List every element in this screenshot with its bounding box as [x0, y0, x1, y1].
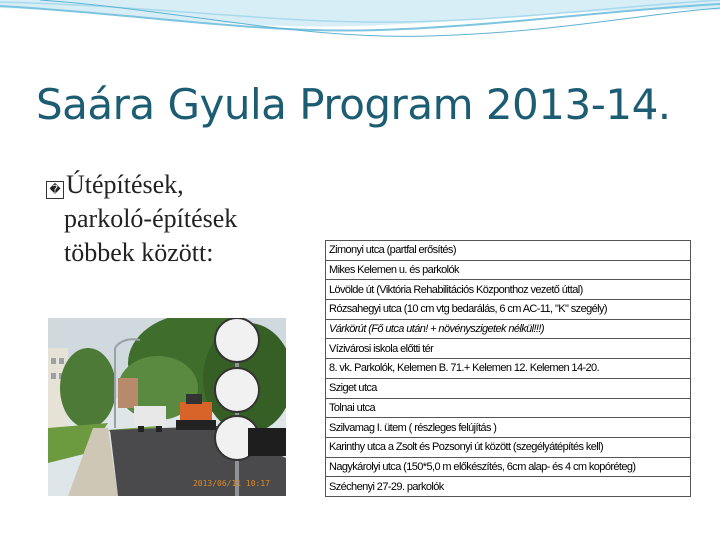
bullet-text: [46, 168, 237, 270]
table-row: [326, 339, 691, 359]
table-row: [326, 437, 691, 457]
table-row: [326, 457, 691, 477]
table-row: [326, 378, 691, 398]
street-cell: Várkörút (Fő utca után! + növényszigetek nélkül!!!): [326, 319, 691, 339]
table-row: [326, 359, 691, 379]
header-wave-decoration: [0, 0, 720, 60]
table-row: [326, 280, 691, 300]
table-row: [326, 260, 691, 280]
street-cell: Szilvamag I. ütem ( részleges felújítás ): [326, 418, 691, 438]
street-cell: Tolnai utca: [326, 398, 691, 418]
bullet-line-1: [46, 168, 237, 202]
street-cell: Zimonyi utca (partfal erősítés): [326, 241, 691, 261]
table-row: [326, 319, 691, 339]
street-cell: Nagykárolyi utca (150*5,0 m előkészítés, 6cm alap- és 4 cm kopóréteg): [326, 457, 691, 477]
bullet-text-line-3: többek között:: [64, 238, 214, 267]
table-row: [326, 477, 691, 497]
street-cell: Széchenyi 27-29. parkolók: [326, 477, 691, 497]
street-cell: Lövölde út (Viktória Rehabilitációs Központhoz vezető úttal): [326, 280, 691, 300]
table-row: [326, 241, 691, 261]
bullet-glyph-icon: �: [46, 181, 64, 199]
road-construction-photo: [48, 318, 286, 496]
street-cell: Mikes Kelemen u. és parkolók: [326, 260, 691, 280]
street-list-table: [325, 240, 691, 497]
street-cell: 8. vk. Parkolók, Kelemen B. 71.+ Kelemen 12. Kelemen 14-20.: [326, 359, 691, 379]
table-row: [326, 300, 691, 320]
slide-title: Saára Gyula Program 2013-14.: [36, 80, 671, 129]
table-row: [326, 398, 691, 418]
street-cell: Vízivárosi iskola előtti tér: [326, 339, 691, 359]
photo-illustration: [48, 318, 286, 496]
street-cell: Karinthy utca a Zsolt és Pozsonyi út között (szegélyátépítés kell): [326, 437, 691, 457]
bullet-text-line-2: parkoló-építések: [64, 204, 238, 233]
table-row: [326, 418, 691, 438]
bullet-text-line-1: Útépítések,: [66, 170, 184, 199]
photo-timestamp: 2013/06/11 10:17: [192, 479, 270, 488]
street-cell: Rózsahegyi utca (10 cm vtg bedarálás, 6 cm AC-11, "K" szegély): [326, 300, 691, 320]
street-cell: Sziget utca: [326, 378, 691, 398]
